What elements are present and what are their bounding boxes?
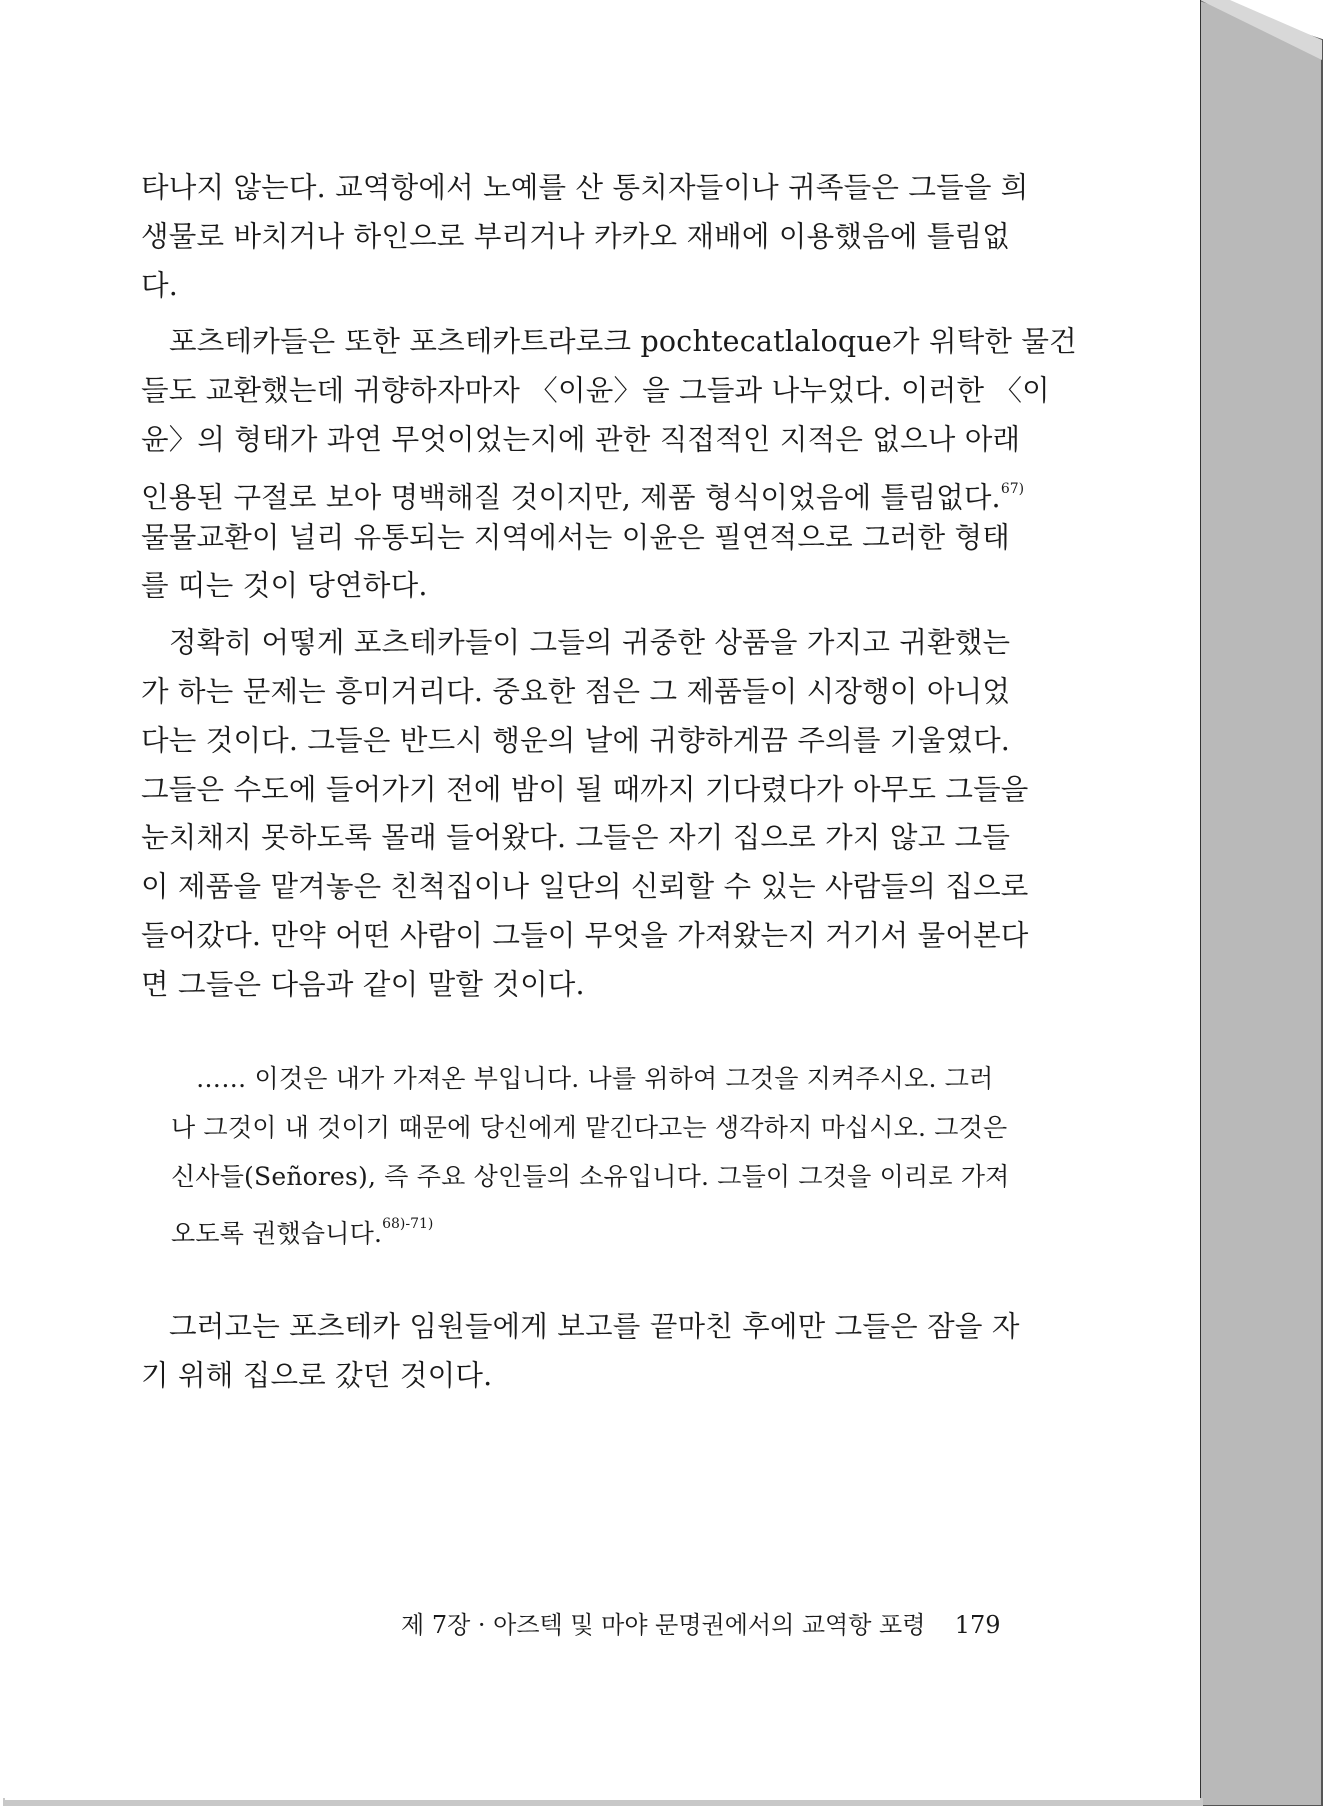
quote-line-2: 나 그것이 내 것이기 때문에 당신에게 맡긴다고는 생각하지 마십시오. 그것은 [171, 1112, 1008, 1142]
paragraph-3-line-7: 들어갔다. 만약 어떤 사람이 그들이 무엇을 가져왔는지 거기서 물어본다 [141, 918, 1029, 952]
page-footer [401, 1605, 1001, 1640]
paragraph-3-line-5: 눈치채지 못하도록 몰래 들어왔다. 그들은 자기 집으로 가지 않고 그들 [141, 821, 1011, 855]
footnote-68-71: 68)-71) [382, 1216, 434, 1233]
paragraph-2-line-1: 포츠테카들은 또한 포츠테카트라로크 pochtecatlaloque가 위탁한 물건 [169, 325, 1077, 359]
paragraph-2-line-3: 윤〉의 형태가 과연 무엇이었는지에 관한 직접적인 지적은 없으나 아래 [141, 422, 1021, 456]
paragraph-3-line-4: 그들은 수도에 들어가기 전에 밤이 될 때까지 기다렸다가 아무도 그들을 [141, 772, 1029, 806]
paragraph-2-line-4-text: 인용된 구절로 보아 명백해질 것이지만, 제품 형식이었음에 틀림없다. [141, 480, 1001, 514]
closing-paragraph [141, 1303, 1026, 1401]
paragraph-1-line-2: 생물로 바치거나 하인으로 부리거나 카카오 재배에 이용했음에 틀림없 [141, 219, 1011, 253]
paragraph-2-line-2: 들도 교환했는데 귀향하자마자 〈이윤〉을 그들과 나누었다. 이러한 〈이 [141, 374, 1050, 408]
block-quote [171, 1055, 1031, 1250]
quote-line-1: …… 이것은 내가 가져온 부입니다. 나를 위하여 그것을 지켜주시오. 그러 [196, 1064, 994, 1093]
footnote-67: 67) [1000, 480, 1025, 497]
paragraph-4-line-2: 기 위해 집으로 갔던 것이다. [141, 1358, 493, 1392]
paragraph-1-line-1: 타나지 않는다. 교역항에서 노예를 산 통치자들이나 귀족들은 그들을 희 [141, 171, 1029, 204]
paragraph-2-line-4 [141, 465, 1026, 514]
quote-line-4-text: 오도록 권했습니다. [171, 1219, 383, 1249]
quote-line-3: 신사들(Señores), 즉 주요 상인들의 소유입니다. 그들이 그것을 이리로 가져 [171, 1161, 1010, 1191]
quote-line-4 [171, 1201, 1031, 1250]
paragraph-2-line-6: 를 띠는 것이 당연하다. [141, 569, 428, 603]
paragraph-3-line-6: 이 제품을 맡겨놓은 친척집이나 일단의 신뢰할 수 있는 사람들의 집으로 [141, 870, 1029, 904]
paragraph-3-line-8: 면 그들은 다음과 같이 말할 것이다. [141, 967, 585, 1001]
paragraph-3-line-1: 정확히 어떻게 포츠테카들이 그들의 귀중한 상품을 가지고 귀환했는 [169, 626, 1011, 660]
paragraph-1-line-3: 다. [141, 268, 178, 302]
book-page [5, 0, 1200, 1800]
running-footer: 제 7장 · 아즈텍 및 마야 문명권에서의 교역항 포령 [401, 1611, 926, 1639]
paragraph-2-line-5: 물물교환이 널리 유통되는 지역에서는 이윤은 필연적으로 그러한 형태 [141, 520, 1011, 554]
paragraph-3-line-2: 가 하는 문제는 흥미거리다. 중요한 점은 그 제품들이 시장행이 아니었 [141, 674, 1011, 708]
page-number: 179 [954, 1611, 1001, 1639]
paragraph-4-line-1: 그러고는 포츠테카 임원들에게 보고를 끝마친 후에만 그들은 잠을 자 [169, 1310, 1020, 1343]
body-text [141, 164, 1077, 1010]
paragraph-3-line-3: 다는 것이다. 그들은 반드시 행운의 날에 귀향하게끔 주의를 기울였다. [141, 723, 1011, 757]
